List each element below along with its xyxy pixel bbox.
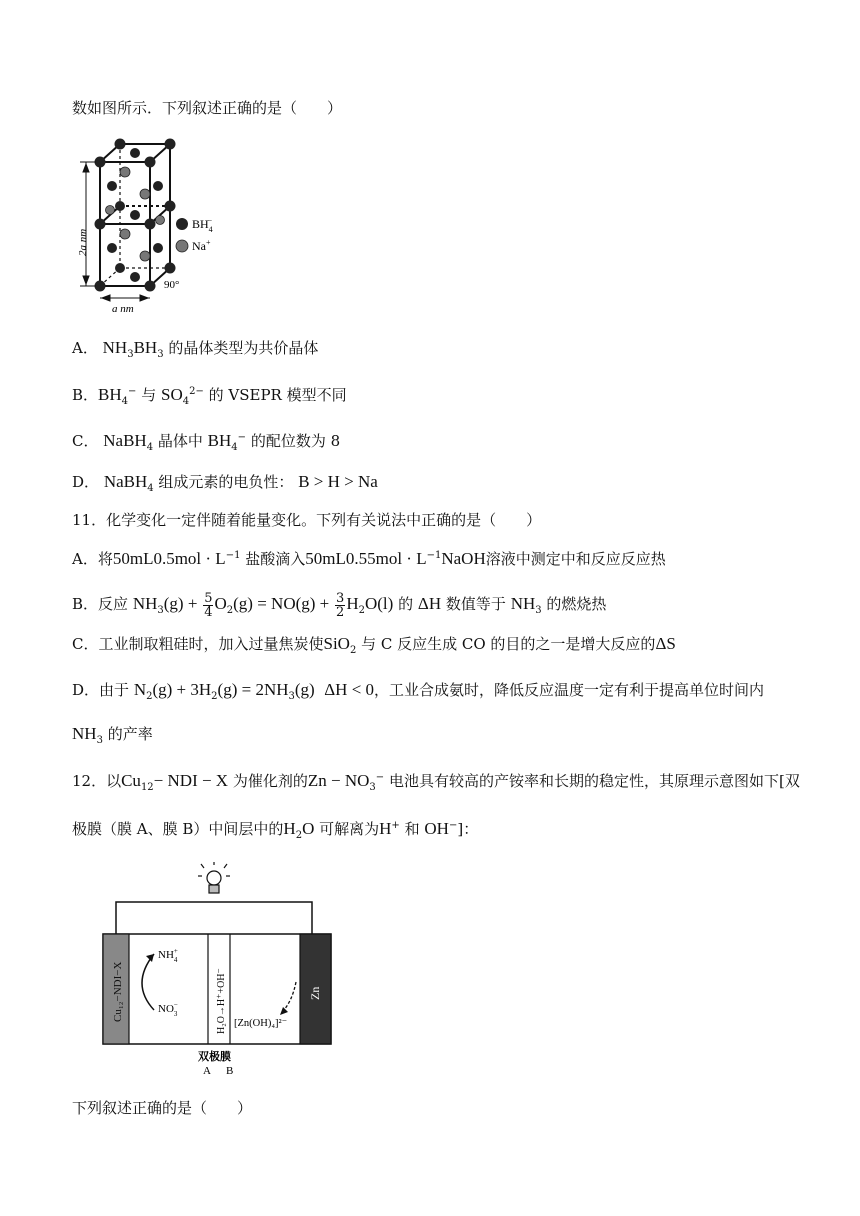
- no3-label: NO− 3: [158, 1001, 178, 1018]
- option-11a: A．将$50mL0.5mol \cdot L^{-1}$ 盐酸滴入$50mL0.55mol \cdot L^{-1}NaOH$溶液中测定中和反应反应热: [72, 549, 666, 568]
- intro-text: 数如图所示．下列叙述正确的是（ ）: [72, 99, 343, 117]
- option-10c: C． NaBH$_4$ 晶体中 $BH_4^-$ 的配位数为 8: [72, 431, 341, 453]
- left-electrode-label: Cu₁₂−NDI−X: [112, 961, 124, 1022]
- membrane-b-label: B: [226, 1065, 234, 1077]
- lightbulb-icon: [198, 862, 230, 893]
- question-12-stem-cont: 极膜（膜 A、膜 B）中间层中的$H_2O$ 可解离为H+ 和 OH−]：: [72, 819, 479, 841]
- membrane-a-label: A: [203, 1065, 211, 1077]
- option-10d: D． NaBH$_4$ 组成元素的电负性： B > H > Na: [72, 472, 378, 494]
- nh4-label: NH+ 4: [158, 947, 178, 964]
- question-12-prompt: 下列叙述正确的是（ ）: [72, 1099, 253, 1117]
- zinc-complex-label: [Zn(OH)₄]²⁻: [234, 1018, 288, 1029]
- question-12-stem: 12．以$Cu_{12}-$ NDI − X 为催化剂的$Zn - NO_3^-$ 电池具有较高的产铵率和长期的稳定性，其原理示意图如下[双: [72, 771, 800, 793]
- legend-na: Na+: [192, 238, 211, 253]
- option-10b: B．$BH_4^-$ 与 $SO_4^{2-}$ 的 VSEPR 模型不同: [72, 385, 347, 407]
- right-electrode-label: Zn: [308, 986, 322, 1000]
- width-label: a nm: [112, 303, 134, 315]
- question-11-stem: 11．化学变化一定伴随着能量变化。下列有关说法中正确的是（ ）: [72, 511, 542, 529]
- crystal-cell-figure: [72, 128, 222, 318]
- legend-bh4: $BH_4-$: [192, 216, 213, 234]
- battery-figure: [100, 862, 340, 1080]
- option-10a: A． $NH_3BH_3$ 的晶体类型为共价晶体: [72, 338, 319, 360]
- option-11b: B．反应 $NH_3(g)$ + $\frac{5}{4}$ $O_2(g) = NO(g)$ + $\frac{3}{2}$ $H_2O(l)$ 的 ΔH 数值等于 $NH_3$ 的燃烧热: [72, 590, 607, 620]
- option-11d-cont: $NH_3$ 的产率: [72, 724, 153, 746]
- membrane-label: 双极膜: [198, 1051, 231, 1063]
- height-label: 2a nm: [77, 228, 89, 256]
- angle-label: 90°: [164, 279, 180, 291]
- option-11c: C．工业制取粗硅时，加入过量焦炭使SiO$_2$ 与 C 反应生成 CO 的目的之一是增大反应的ΔS: [72, 634, 676, 656]
- option-11d: D．由于 $N_2(g) + 3H_2(g) = 2NH_3(g) \Delta H < 0$，工业合成氨时，降低反应温度一定有利于提高单位时间内: [72, 680, 765, 702]
- water-dissociation-label: H₂O→H⁺+OH⁻: [216, 968, 227, 1034]
